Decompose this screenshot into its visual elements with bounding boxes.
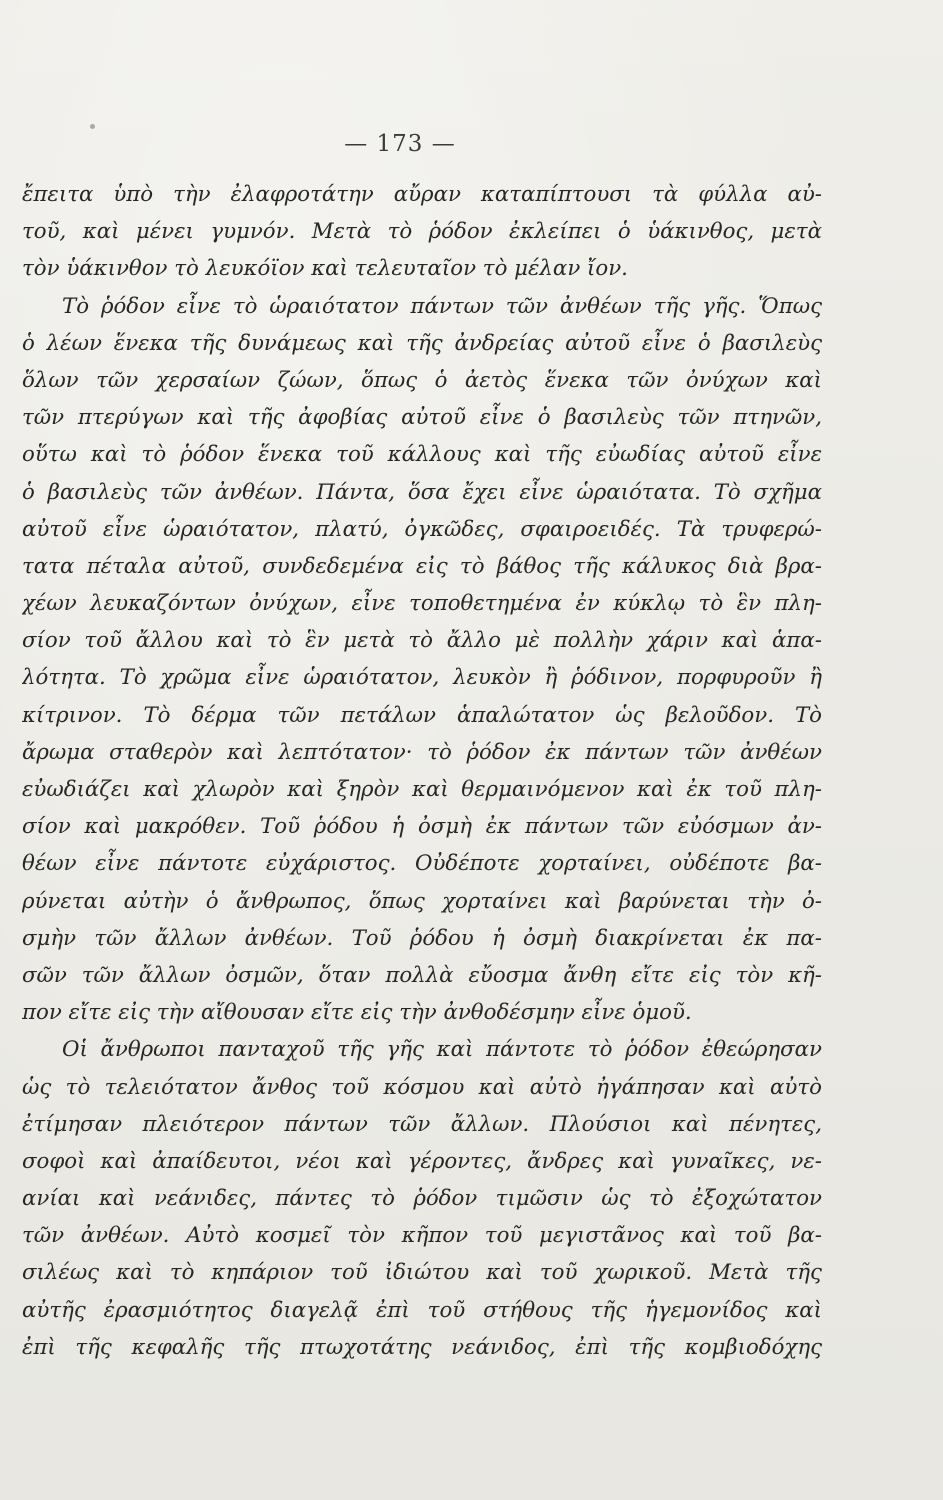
text-line: λότητα. Τὸ χρῶμα εἶνε ὡραιότατον, λευκὸν ἢ ῥόδινον, πορφυροῦν ἢ	[22, 665, 822, 691]
text-line: οὕτω καὶ τὸ ῥόδον ἕνεκα τοῦ κάλλους καὶ τῆς εὐωδίας αὐτοῦ εἶνε	[22, 442, 822, 468]
text-line: χέων λευκαζόντων ὀνύχων, εἶνε τοποθετημένα ἐν κύκλῳ τὸ ἓν πλη-	[22, 591, 822, 617]
text-line: πον εἴτε εἰς τὴν αἴθουσαν εἴτε εἰς τὴν ἀνθοδέσμην εἶνε ὁμοῦ.	[22, 1000, 692, 1026]
text-line: αὐτῆς ἐρασμιότητος διαγελᾷ ἐπὶ τοῦ στήθους τῆς ἡγεμονίδος καὶ	[22, 1297, 822, 1323]
text-line: τοῦ, καὶ μένει γυμνόν. Μετὰ τὸ ῥόδον ἐκλείπει ὁ ὑάκινθος, μετὰ	[22, 219, 822, 245]
text-line: σμὴν τῶν ἄλλων ἀνθέων. Τοῦ ῥόδου ἡ ὀσμὴ διακρίνεται ἐκ πα-	[22, 925, 822, 951]
text-line: κίτρινον. Τὸ δέρμα τῶν πετάλων ἁπαλώτατον ὡς βελοῦδον. Τὸ	[22, 702, 822, 728]
text-line: Τὸ ῥόδον εἶνε τὸ ὡραιότατον πάντων τῶν ἀνθέων τῆς γῆς. Ὅπως	[62, 293, 822, 319]
text-line: ὅλων τῶν χερσαίων ζώων, ὅπως ὁ ἀετὸς ἕνεκα τῶν ὀνύχων καὶ	[22, 367, 822, 393]
text-line: θέων εἶνε πάντοτε εὐχάριστος. Οὐδέποτε χορταίνει, οὐδέποτε βα-	[22, 851, 822, 877]
text-line: ανίαι καὶ νεάνιδες, πάντες τὸ ῥόδον τιμῶσιν ὡς τὸ ἐξοχώτατον	[22, 1186, 822, 1212]
text-line: τὸν ὑάκινθον τὸ λευκόϊον καὶ τελευταῖον τὸ μέλαν ἴον.	[22, 256, 628, 282]
text-line: ἔπειτα ὑπὸ τὴν ἐλαφροτάτην αὔραν καταπίπτουσι τὰ φύλλα αὐ-	[22, 182, 822, 207]
text-line: τατα πέταλα αὐτοῦ, συνδεδεμένα εἰς τὸ βάθος τῆς κάλυκος διὰ βρα-	[22, 553, 822, 579]
text-line: αὐτοῦ εἶνε ὡραιότατον, πλατύ, ὀγκῶδες, σφαιροειδές. Τὰ τρυφερώ-	[22, 516, 822, 542]
text-line: τῶν πτερύγων καὶ τῆς ἀφοβίας αὐτοῦ εἶνε ὁ βασιλεὺς τῶν πτηνῶν,	[22, 405, 822, 431]
text-line: ἐτίμησαν πλειότερον πάντων τῶν ἄλλων. Πλούσιοι καὶ πένητες,	[22, 1111, 822, 1137]
ink-speck	[90, 124, 95, 129]
text-line: ὁ λέων ἕνεκα τῆς δυνάμεως καὶ τῆς ἀνδρείας αὐτοῦ εἶνε ὁ βασιλεὺς	[22, 330, 822, 356]
text-line: σῶν τῶν ἄλλων ὀσμῶν, ὅταν πολλὰ εὔοσμα ἄνθη εἴτε εἰς τὸν κῆ-	[22, 962, 822, 988]
text-line: ἄρωμα σταθερὸν καὶ λεπτότατον· τὸ ῥόδον ἐκ πάντων τῶν ἀνθέων	[22, 739, 822, 765]
text-line: εὐωδιάζει καὶ χλωρὸν καὶ ξηρὸν καὶ θερμαινόμενον καὶ ἐκ τοῦ πλη-	[22, 777, 822, 802]
text-line: ὡς τὸ τελειότατον ἄνθος τοῦ κόσμου καὶ αὐτὸ ἠγάπησαν καὶ αὐτὸ	[22, 1074, 822, 1100]
text-line: τῶν ἀνθέων. Αὐτὸ κοσμεῖ τὸν κῆπον τοῦ μεγιστᾶνος καὶ τοῦ βα-	[22, 1223, 822, 1249]
text-line: σίον τοῦ ἄλλου καὶ τὸ ἓν μετὰ τὸ ἄλλο μὲ πολλὴν χάριν καὶ ἁπα-	[22, 628, 822, 654]
page-number: — 173 —	[344, 131, 456, 157]
text-line: σίον καὶ μακρόθεν. Τοῦ ῥόδου ἡ ὀσμὴ ἐκ πάντων τῶν εὐόσμων ἀν-	[22, 814, 822, 840]
text-line: σοφοὶ καὶ ἀπαίδευτοι, νέοι καὶ γέροντες, ἄνδρες καὶ γυναῖκες, νε-	[22, 1148, 822, 1174]
text-line: ρύνεται αὐτὴν ὁ ἄνθρωπος, ὅπως χορταίνει καὶ βαρύνεται τὴν ὀ-	[22, 888, 822, 914]
body-text	[22, 176, 822, 1366]
text-line: σιλέως καὶ τὸ κηπάριον τοῦ ἰδιώτου καὶ τοῦ χωρικοῦ. Μετὰ τῆς	[22, 1260, 822, 1286]
text-line: ἐπὶ τῆς κεφαλῆς τῆς πτωχοτάτης νεάνιδος, ἐπὶ τῆς κομβιοδόχης	[22, 1334, 822, 1360]
text-line: ὁ βασιλεὺς τῶν ἀνθέων. Πάντα, ὅσα ἔχει εἶνε ὡραιότατα. Τὸ σχῆμα	[22, 479, 822, 505]
text-line: Οἱ ἄνθρωποι πανταχοῦ τῆς γῆς καὶ πάντοτε τὸ ῥόδον ἐθεώρησαν	[62, 1037, 822, 1063]
